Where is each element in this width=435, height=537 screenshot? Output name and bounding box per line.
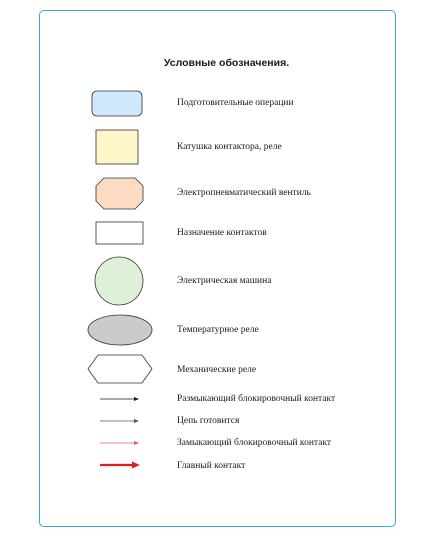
legend-label-preparatory-operations: Подготовительные операции <box>177 98 294 108</box>
legend-symbol-mechanical-relay <box>88 355 152 383</box>
legend-symbol-opening-interlock-contact <box>100 397 139 401</box>
legend-label-temperature-relay: Температурное реле <box>177 325 259 335</box>
legend-label-electropneumatic-valve: Электропневматический вентиль <box>177 188 311 198</box>
legend-label-closing-interlock-contact: Замыкающий блокировочный контакт <box>177 438 332 448</box>
legend-symbol-closing-interlock-contact <box>100 441 139 445</box>
legend-label-contactor-coil: Катушка контактора, реле <box>177 142 282 152</box>
legend-label-main-contact: Главный контакт <box>177 461 246 471</box>
legend-label-mechanical-relay: Механические реле <box>177 365 257 375</box>
legend-symbol-contact-assignment <box>96 222 143 244</box>
legend-symbol-main-contact <box>100 462 140 469</box>
legend-symbol-electric-machine <box>95 257 143 305</box>
legend-symbol-circuit-preparing <box>100 419 139 423</box>
legend-label-electric-machine: Электрическая машина <box>177 276 272 286</box>
legend-title: Условные обозначения. <box>163 57 290 69</box>
legend-label-contact-assignment: Назначение контактов <box>177 228 267 238</box>
legend-label-circuit-preparing: Цепь готовится <box>177 416 240 426</box>
legend-symbol-temperature-relay <box>88 315 152 345</box>
legend-symbol-electropneumatic-valve <box>96 178 143 209</box>
legend-symbol-preparatory-operations <box>92 91 142 116</box>
legend-symbol-contactor-coil <box>96 130 138 164</box>
legend-label-opening-interlock-contact: Размыкающий блокировочный контакт <box>177 394 336 404</box>
